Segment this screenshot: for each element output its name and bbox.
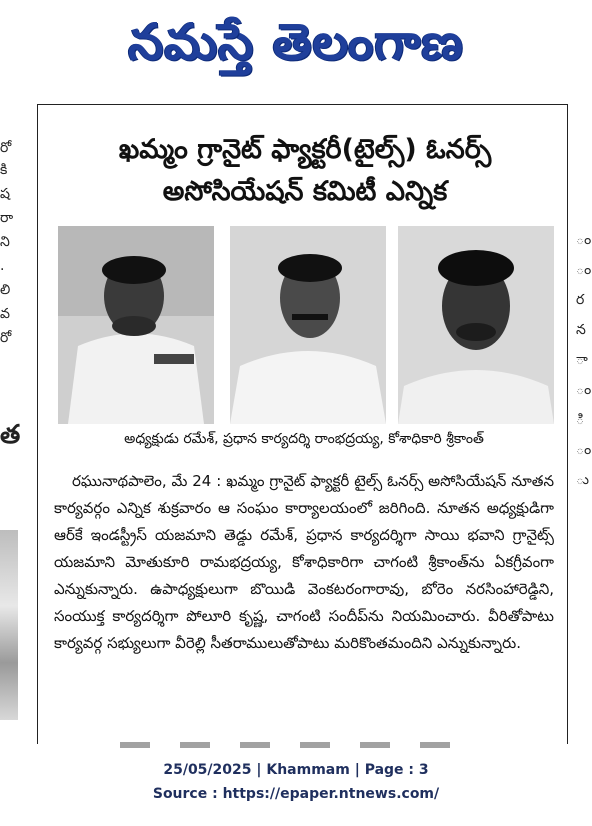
fragment-text: ం xyxy=(576,382,592,398)
fragment-text: త xyxy=(0,420,21,450)
photo-caption: అధ్యక్షుడు రమేశ్, ప్రధాన కార్యదర్శి రాంభద్రయ్య, కోశాధికారి శ్రీకాంత్ xyxy=(124,431,484,447)
fragment-text: రో xyxy=(0,140,12,156)
newspaper-masthead xyxy=(0,0,592,88)
masthead-logo: నమస్తే తెలంగాణ xyxy=(128,13,464,71)
portrait-photo-secretary xyxy=(230,226,386,424)
portrait-photo-president xyxy=(58,226,214,424)
fragment-text: రో xyxy=(0,330,12,346)
neighbour-photo-fragment xyxy=(0,530,18,720)
fragment-text: . xyxy=(0,258,5,274)
next-article-fragment xyxy=(120,742,480,748)
fragment-text: ి xyxy=(576,412,585,428)
fragment-text: ం xyxy=(576,442,592,458)
footer-source-line: Source : https://epaper.ntnews.com/ xyxy=(152,786,440,802)
article-body xyxy=(54,468,554,657)
footer-date-line: 25/05/2025 | Khammam | Page : 3 xyxy=(163,762,429,778)
fragment-text: రా xyxy=(0,210,14,226)
article-top-rule xyxy=(38,104,567,105)
fragment-text: లి xyxy=(0,282,11,298)
headline-line-1: ఖమ్మం గ్రానైట్ ఫ్యాక్టరీ(టైల్స్) ఓనర్స్ xyxy=(118,134,492,165)
article-paragraph: రఘునాథపాలెం, మే 24 : ఖమ్మం గ్రానైట్ ఫ్యాక్టరీ టైల్స్ ఓనర్స్ అసోసియేషన్ నూతన కార్యవర్గం ఎన్నిక శుక్రవారం ఆ సంఘం కార్యాలయంలో జరిగింది. నూతన అధ్యక్షుడిగా ఆర్‌కే ఇండస్ట్రీస్ యజమాని తెడ్డు రమేశ్, ప్రధాన కార్యదర్శిగా సాయి భవాని గ్రానైట్స్ యజమాని మోతుకూరి రామభద్రయ్య, కోశాధికారిగా చాగంటి శ్రీకాంత్‌ను ఏకగ్రీవంగా ఎన్నుకున్నారు. ఉపాధ్యక్షులుగా బొయిడి వెంకటరంగారావు, బోరెం నరసింహారెడ్డిని, సంయుక్త కార్యదర్శిగా పోలూరి కృష్ణ, చాగంటి సందీప్‌ను నియమించారు. వీరితోపాటు కార్యవర్గ సభ్యులుగా వీరెల్లి సీతరాములుతోపాటు మరికొంతమందిని ఎన్నుకున్నారు. xyxy=(54,472,554,652)
fragment-text: వ xyxy=(0,306,10,322)
fragment-text: ా xyxy=(576,352,588,368)
fragment-text: ష xyxy=(0,186,10,202)
fragment-text: న xyxy=(576,322,586,338)
fragment-text: ు xyxy=(576,472,589,488)
headline-line-2: అసోసియేషన్ కమిటీ ఎన్నిక xyxy=(162,176,448,207)
portrait-photo-treasurer xyxy=(398,226,554,424)
fragment-text: కి xyxy=(0,162,8,178)
fragment-text: ం xyxy=(576,232,592,248)
fragment-text: ని xyxy=(0,234,10,250)
column-rule-left xyxy=(37,104,38,744)
fragment-text: ర xyxy=(576,292,585,308)
fragment-text: ం xyxy=(576,262,592,278)
